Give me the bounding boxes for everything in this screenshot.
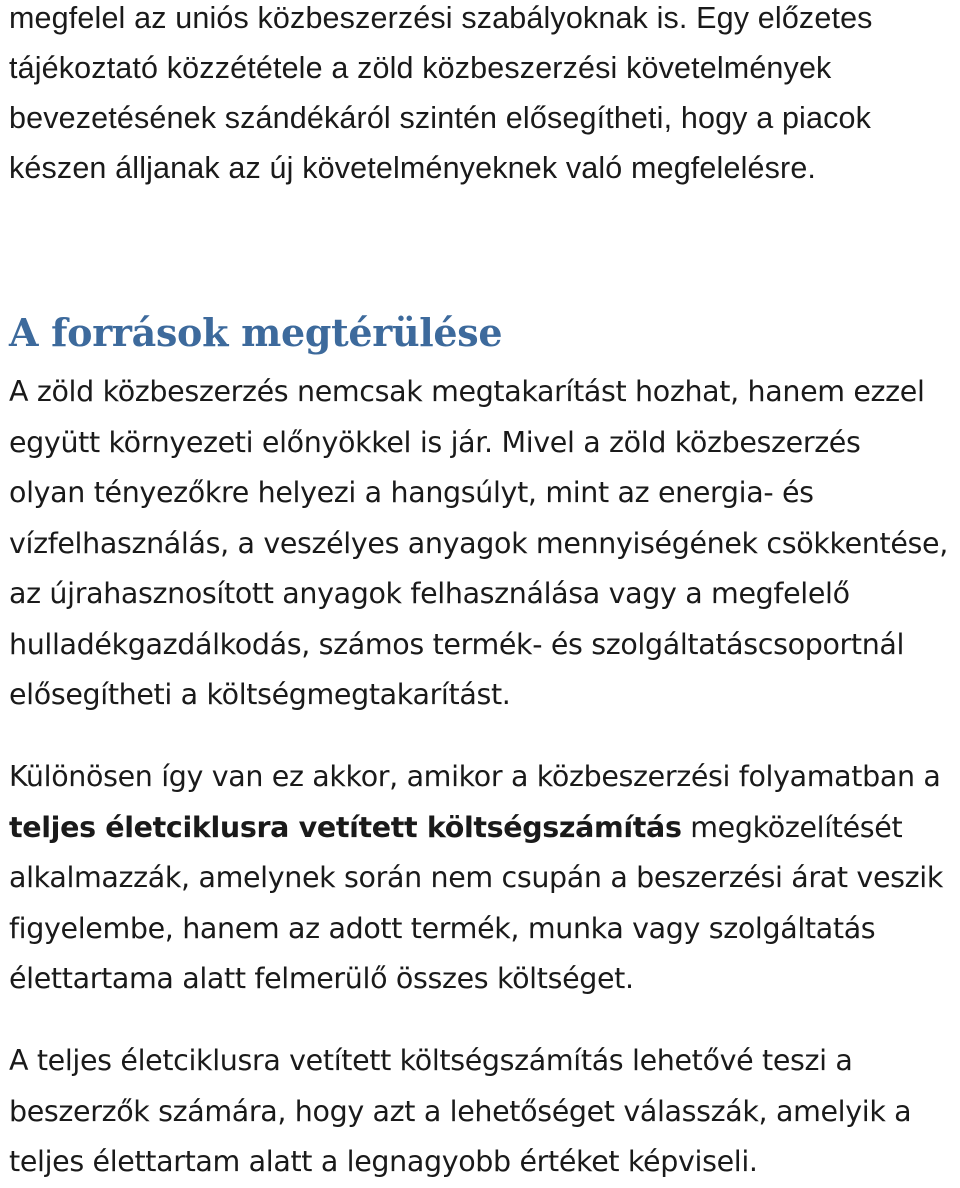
- text-line: vízfelhasználás, a veszélyes anyagok mennyiségének csökkentése,: [9, 526, 948, 560]
- text-line: élettartama alatt felmerülő összes költséget.: [9, 962, 634, 995]
- text-line: készen álljanak az új követelményeknek való megfelelésre.: [9, 151, 817, 185]
- text-line: bevezetésének szándékáról szintén elősegítheti, hogy a piacok: [9, 101, 872, 135]
- text-line: megfelel az uniós közbeszerzési szabályoknak is. Egy előzetes: [9, 1, 873, 35]
- paragraph-savings: [9, 367, 948, 721]
- text-line: hulladékgazdálkodás, számos termék- és szolgáltatáscsoportnál: [9, 627, 905, 661]
- text-line: teljes élettartam alatt a legnagyobb értéket képviseli.: [9, 1145, 758, 1178]
- text-line: együtt környezeti előnyökkel is jár. Mivel a zöld közbeszerzés: [9, 425, 861, 459]
- text-line: A zöld közbeszerzés nemcsak megtakarítást hozhat, hanem ezzel: [9, 375, 925, 408]
- text-line: alkalmazzák, amelynek során nem csupán a beszerzési árat veszik: [9, 861, 943, 894]
- text-line: az újrahasznosított anyagok felhasználása vagy a megfelelő: [9, 577, 850, 610]
- text-line: elősegítheti a költségmegtakarítást.: [9, 678, 511, 711]
- text-line: olyan tényezőkre helyezi a hangsúlyt, mint az energia- és: [9, 476, 814, 509]
- paragraph-lifecycle: [9, 752, 943, 1005]
- text-line: [9, 803, 943, 854]
- intro-paragraph: [9, 0, 873, 193]
- text-line: beszerzők számára, hogy azt a lehetőséget válasszák, amelyik a: [9, 1094, 912, 1128]
- text-line: A teljes életciklusra vetített költségszámítás lehetővé teszi a: [9, 1044, 853, 1077]
- emphasized-term: teljes életciklusra vetített költségszámítás: [9, 810, 682, 844]
- paragraph-value: [9, 1036, 911, 1188]
- text-fragment: megközelítését: [681, 810, 903, 844]
- text-line: Különösen így van ez akkor, amikor a közbeszerzési folyamatban a: [9, 760, 941, 793]
- section-heading: A források megtérülése: [9, 310, 503, 355]
- text-line: figyelembe, hanem az adott termék, munka vagy szolgáltatás: [9, 911, 876, 945]
- text-line: tájékoztató közzététele a zöld közbeszerzési követelmények: [9, 51, 832, 85]
